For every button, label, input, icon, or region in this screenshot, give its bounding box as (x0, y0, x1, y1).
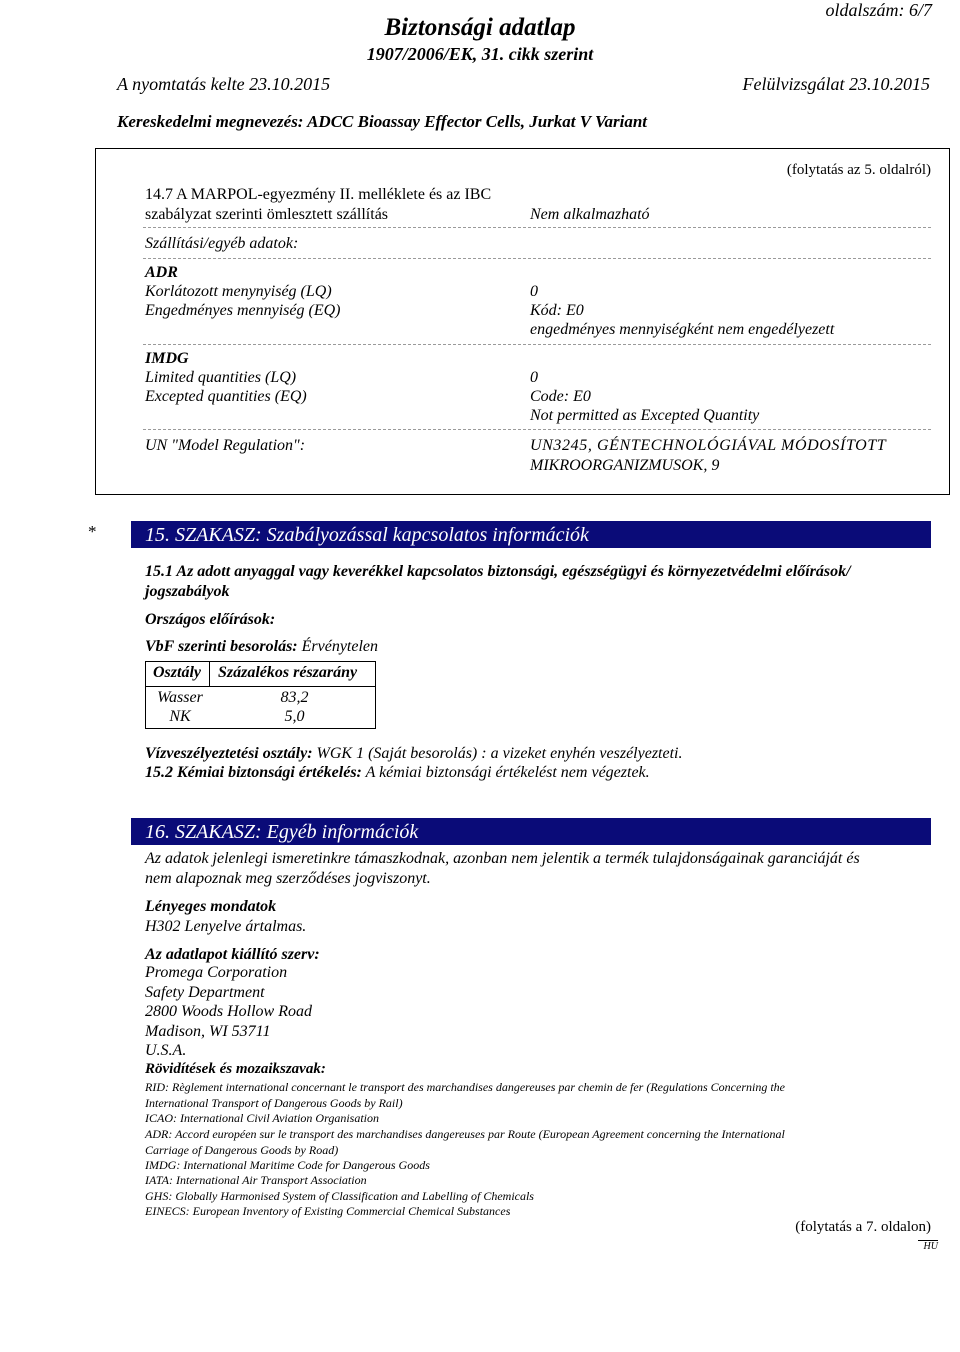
vbf-value: Érvénytelen (297, 638, 379, 655)
s152-label: 15.2 Kémiai biztonsági értékelés: (145, 764, 362, 781)
page-number: oldalszám: 6/7 (825, 0, 932, 20)
section-15-title: 15. SZAKASZ: Szabályozással kapcsolatos információk (131, 521, 931, 548)
abbreviation-line: International Transport of Dangerous Goods by Rail) (145, 1096, 403, 1110)
issuer-line: Promega Corporation (145, 964, 288, 981)
revision-date: Felülvizsgálat 23.10.2015 (742, 74, 930, 94)
section-16-intro-line1: Az adatok jelenlegi ismeretinkre támaszkodnak, azonban nem jelentik a termék tulajdonságainak garanciáját és (145, 850, 860, 867)
continued-to-note: (folytatás a 7. oldalon) (795, 1219, 931, 1235)
un-model-label: UN "Model Regulation": (145, 437, 306, 454)
abbreviation-line: EINECS: European Inventory of Existing Commercial Chemical Substances (145, 1204, 511, 1218)
adr-eq-code: Kód: E0 (530, 302, 584, 319)
abbreviation-line: RID: Règlement international concernant le transport des marchandises dangereuses par chemin de fer (Regulations Concerning the (145, 1080, 785, 1094)
adr-heading: ADR (145, 264, 178, 281)
imdg-lq-value: 0 (530, 369, 538, 386)
relevant-phrases-heading: Lényeges mondatok (145, 898, 277, 915)
divider (143, 429, 931, 430)
abbreviation-line: IATA: International Air Transport Association (145, 1173, 367, 1187)
adr-lq-label: Korlátozott menynyiség (LQ) (145, 283, 332, 300)
issuer-line: 2800 Woods Hollow Road (145, 1003, 312, 1020)
abbreviations-heading: Rövidítések és mozaikszavak: (145, 1061, 326, 1077)
vbf-label: VbF szerinti besorolás: (145, 638, 298, 655)
marpol-label-line2: szabályzat szerinti ömlesztett szállítás (145, 206, 389, 223)
table-cell-class: NK (169, 708, 191, 725)
imdg-eq-code: Code: E0 (530, 388, 591, 405)
national-regulations-heading: Országos előírások: (145, 611, 276, 628)
imdg-eq-note: Not permitted as Excepted Quantity (530, 407, 760, 424)
section-16-intro-line2: nem alapoznak meg szerződéses jogviszonyt. (145, 870, 431, 887)
abbreviation-line: ADR: Accord européen sur le transport des marchandises dangereuses par Route (European Agreement concerning the International (145, 1127, 785, 1141)
vbf-classification (145, 638, 378, 656)
table-divider (146, 686, 375, 687)
document-subtitle: 1907/2006/EK, 31. cikk szerint (366, 44, 594, 64)
table-header-percentage: Százalékos részarány (218, 664, 358, 681)
divider (143, 258, 931, 259)
section-16-title: 16. SZAKASZ: Egyéb információk (131, 818, 931, 845)
other-transport-heading: Szállítási/egyéb adatok: (145, 235, 299, 252)
abbreviation-line: IMDG: International Maritime Code for Dangerous Goods (145, 1158, 430, 1172)
abbreviation-line: GHS: Globally Harmonised System of Classification and Labelling of Chemicals (145, 1189, 534, 1203)
continued-from-note: (folytatás az 5. oldalról) (786, 162, 931, 178)
s152-value: A kémiai biztonsági értékelést nem végeztek. (361, 764, 650, 781)
adr-eq-label: Engedményes mennyiség (EQ) (145, 302, 341, 319)
adr-lq-value: 0 (530, 283, 538, 300)
table-cell-percentage: 5,0 (284, 708, 305, 725)
table-cell-class: Wasser (157, 689, 203, 706)
language-code: HU (918, 1240, 938, 1252)
table-cell-percentage: 83,2 (280, 689, 309, 706)
issuer-line: Safety Department (145, 983, 265, 1001)
issuer-line: U.S.A. (145, 1042, 187, 1059)
issuer-heading: Az adatlapot kiállító szerv: (145, 946, 320, 963)
abbreviation-line: Carriage of Dangerous Goods by Road) (145, 1143, 339, 1157)
s151-heading-line2: jogszabályok (145, 583, 230, 600)
chemical-safety-assessment (145, 764, 650, 782)
change-marker: * (88, 522, 97, 541)
marpol-label-line1: 14.7 A MARPOL-egyezmény II. melléklete és az IBC (145, 186, 492, 203)
h302-phrase: H302 Lenyelve ártalmas. (145, 918, 307, 935)
issuer-line: Madison, WI 53711 (145, 1022, 271, 1040)
imdg-eq-label: Excepted quantities (EQ) (145, 388, 307, 405)
table-divider (209, 662, 210, 686)
divider (143, 344, 931, 345)
marpol-value: Nem alkalmazható (530, 206, 650, 223)
water-class-table (145, 661, 376, 729)
un-model-value-line2: MIKROORGANIZMUSOK, 9 (530, 457, 720, 474)
imdg-heading: IMDG (145, 350, 189, 367)
water-hazard-class (145, 745, 682, 763)
print-date: A nyomtatás kelte 23.10.2015 (117, 74, 331, 94)
table-header-class: Osztály (153, 664, 201, 681)
document-title: Biztonsági adatlap (384, 14, 576, 41)
abbreviation-line: ICAO: International Civil Aviation Organisation (145, 1111, 379, 1125)
s151-heading-line1: 15.1 Az adott anyaggal vagy keverékkel kapcsolatos biztonsági, egészségügyi és környezetvédelmi előírások/ (145, 563, 851, 580)
trade-name: Kereskedelmi megnevezés: ADCC Bioassay Effector Cells, Jurkat V Variant (117, 112, 647, 131)
adr-eq-note: engedményes mennyiségként nem engedélyezett (530, 321, 835, 338)
imdg-lq-label: Limited quantities (LQ) (145, 369, 297, 386)
wgk-label: Vízveszélyeztetési osztály: (145, 745, 313, 762)
un-model-value-line1: UN3245, GÉNTECHNOLÓGIÁVAL MÓDOSÍTOTT (530, 437, 887, 454)
wgk-value: WGK 1 (Saját besorolás) : a vizeket enyhén veszélyezteti. (312, 745, 683, 762)
divider (143, 227, 931, 228)
